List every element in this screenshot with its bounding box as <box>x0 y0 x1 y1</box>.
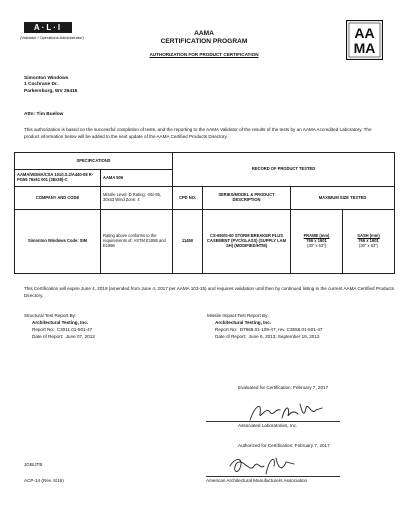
sash-mm: 766 x 1601 <box>358 238 379 244</box>
attention-line: Attn: Tim Buelow <box>24 112 64 117</box>
ali-subtitle: (Validator / Operations Administrator) <box>20 35 84 40</box>
record-header: RECORD OF PRODUCT TESTED <box>173 153 395 187</box>
recipient-city: Parkersburg, WV 26415 <box>24 88 78 94</box>
structural-report-no: C3011.01-501-47 <box>56 327 93 333</box>
conformance-text: Rating above conforms to the requirements of: ASTM E1886 and E1996 <box>101 210 173 274</box>
aal-name: Associated Laboratories, Inc. <box>238 423 298 428</box>
evaluated-line: Evaluated for Certification: February 7, 2017 <box>238 385 329 390</box>
company-code-header: COMPANY AND CODE <box>15 187 101 210</box>
frame-in: (30" x 63") <box>306 242 327 248</box>
spec-standard: AAMA 506 <box>101 170 173 187</box>
authorized-line: Authorized for Certification: February 7, 2017 <box>238 443 330 448</box>
ali-logo: A·L·I <box>24 22 72 33</box>
series-value: CS-650/S-60 STORM BREAKER PLUS CASEMENT (PVC/GLASS) (SUPPLY LAM SH) (MODIFIED/HTM) <box>203 210 291 274</box>
aama-signature-line <box>206 476 340 477</box>
performance-text: Missile Level: D Rating: -55/-55, 30x63 Wind Zone: 4 <box>101 187 173 210</box>
certification-table <box>14 152 395 274</box>
intro-paragraph: This authorization is based on the successful completion of tests, and the reporting to the AAMA Validator of the results of the tests by an AAMA Accredited Laboratory. The product information below will be added to the next update of the AAMA Certified Products Directory. <box>24 127 372 139</box>
title-line-1: AAMA <box>194 30 214 37</box>
sash-size <box>343 210 395 274</box>
structural-lab-name: Architectural Testing, Inc. <box>32 320 89 326</box>
missile-lab-title: Missile Impact Test Report By: <box>207 313 269 318</box>
initials: JGB/JTB <box>24 462 43 467</box>
series-header: SERIES/MODEL & PRODUCT DESCRIPTION <box>203 187 291 210</box>
structural-date-label: Date of Report: <box>32 334 64 340</box>
structural-lab-title: Structural Test Report By: <box>24 313 77 318</box>
recipient-company: Simonton Windows <box>24 76 69 81</box>
form-number: ACP-14 (Rev. 6/16) <box>24 478 64 483</box>
missile-date-label: Date of Report: <box>215 334 247 340</box>
specifications-header: SPECIFICATIONS <box>15 153 173 170</box>
association-name: American Architectural Manufacturers Association <box>206 478 308 483</box>
frame-mm: 766 x 1601 <box>306 238 327 244</box>
title-line-2: CERTIFICATION PROGRAM <box>160 38 248 45</box>
aama-logo-bottom: MA <box>353 40 376 56</box>
aal-signature-line <box>206 421 340 422</box>
structural-report-label: Report No: <box>32 327 55 333</box>
company-code-value: Simonton Windows Code: SIM <box>15 210 101 274</box>
aama-logo <box>346 20 383 60</box>
spec-value: AAMA/WDMA/CSA 101/I.S.2/A440-08 R-PG55 76x61 001 (38x38)-C <box>15 170 101 187</box>
cpd-header: CPD NO. <box>173 187 203 210</box>
aama-logo-top: AA <box>354 25 375 41</box>
missile-lab-block <box>207 312 322 340</box>
expiry-paragraph: This Certification will expire June 4, 2018 (amended from June 4, 2017 per AAMA 103-15) and requires validation until then by continued listing in the current AAMA Certified Products Directory. <box>24 286 394 298</box>
frame-label: FRAME (mm) <box>303 233 330 239</box>
structural-date: June 07, 2013 <box>65 334 95 340</box>
structural-lab-block <box>24 312 95 340</box>
document-title: AUTHORIZATION FOR PRODUCT CERTIFICATION <box>149 52 259 57</box>
missile-date: June 6, 2013; September 19, 2013 <box>248 334 320 340</box>
missile-lab-name: Architectural Testing, Inc. <box>215 320 272 326</box>
max-size-header: MAXIMUM SIZE TESTED <box>291 187 395 210</box>
recipient-street: 1 Cochrane Dr. <box>24 82 58 88</box>
aama-signature <box>224 452 304 478</box>
sash-in: (30" x 63") <box>359 242 379 248</box>
cpd-value: 11450 <box>173 210 203 274</box>
missile-report-label: Report No: <box>215 327 238 333</box>
sash-label: SASH (mm) <box>357 233 380 239</box>
recipient-address <box>24 76 77 95</box>
frame-size <box>291 210 343 274</box>
missile-report-no: D7968.01-109-47, rev. C3558.01-501-47 <box>239 327 323 333</box>
